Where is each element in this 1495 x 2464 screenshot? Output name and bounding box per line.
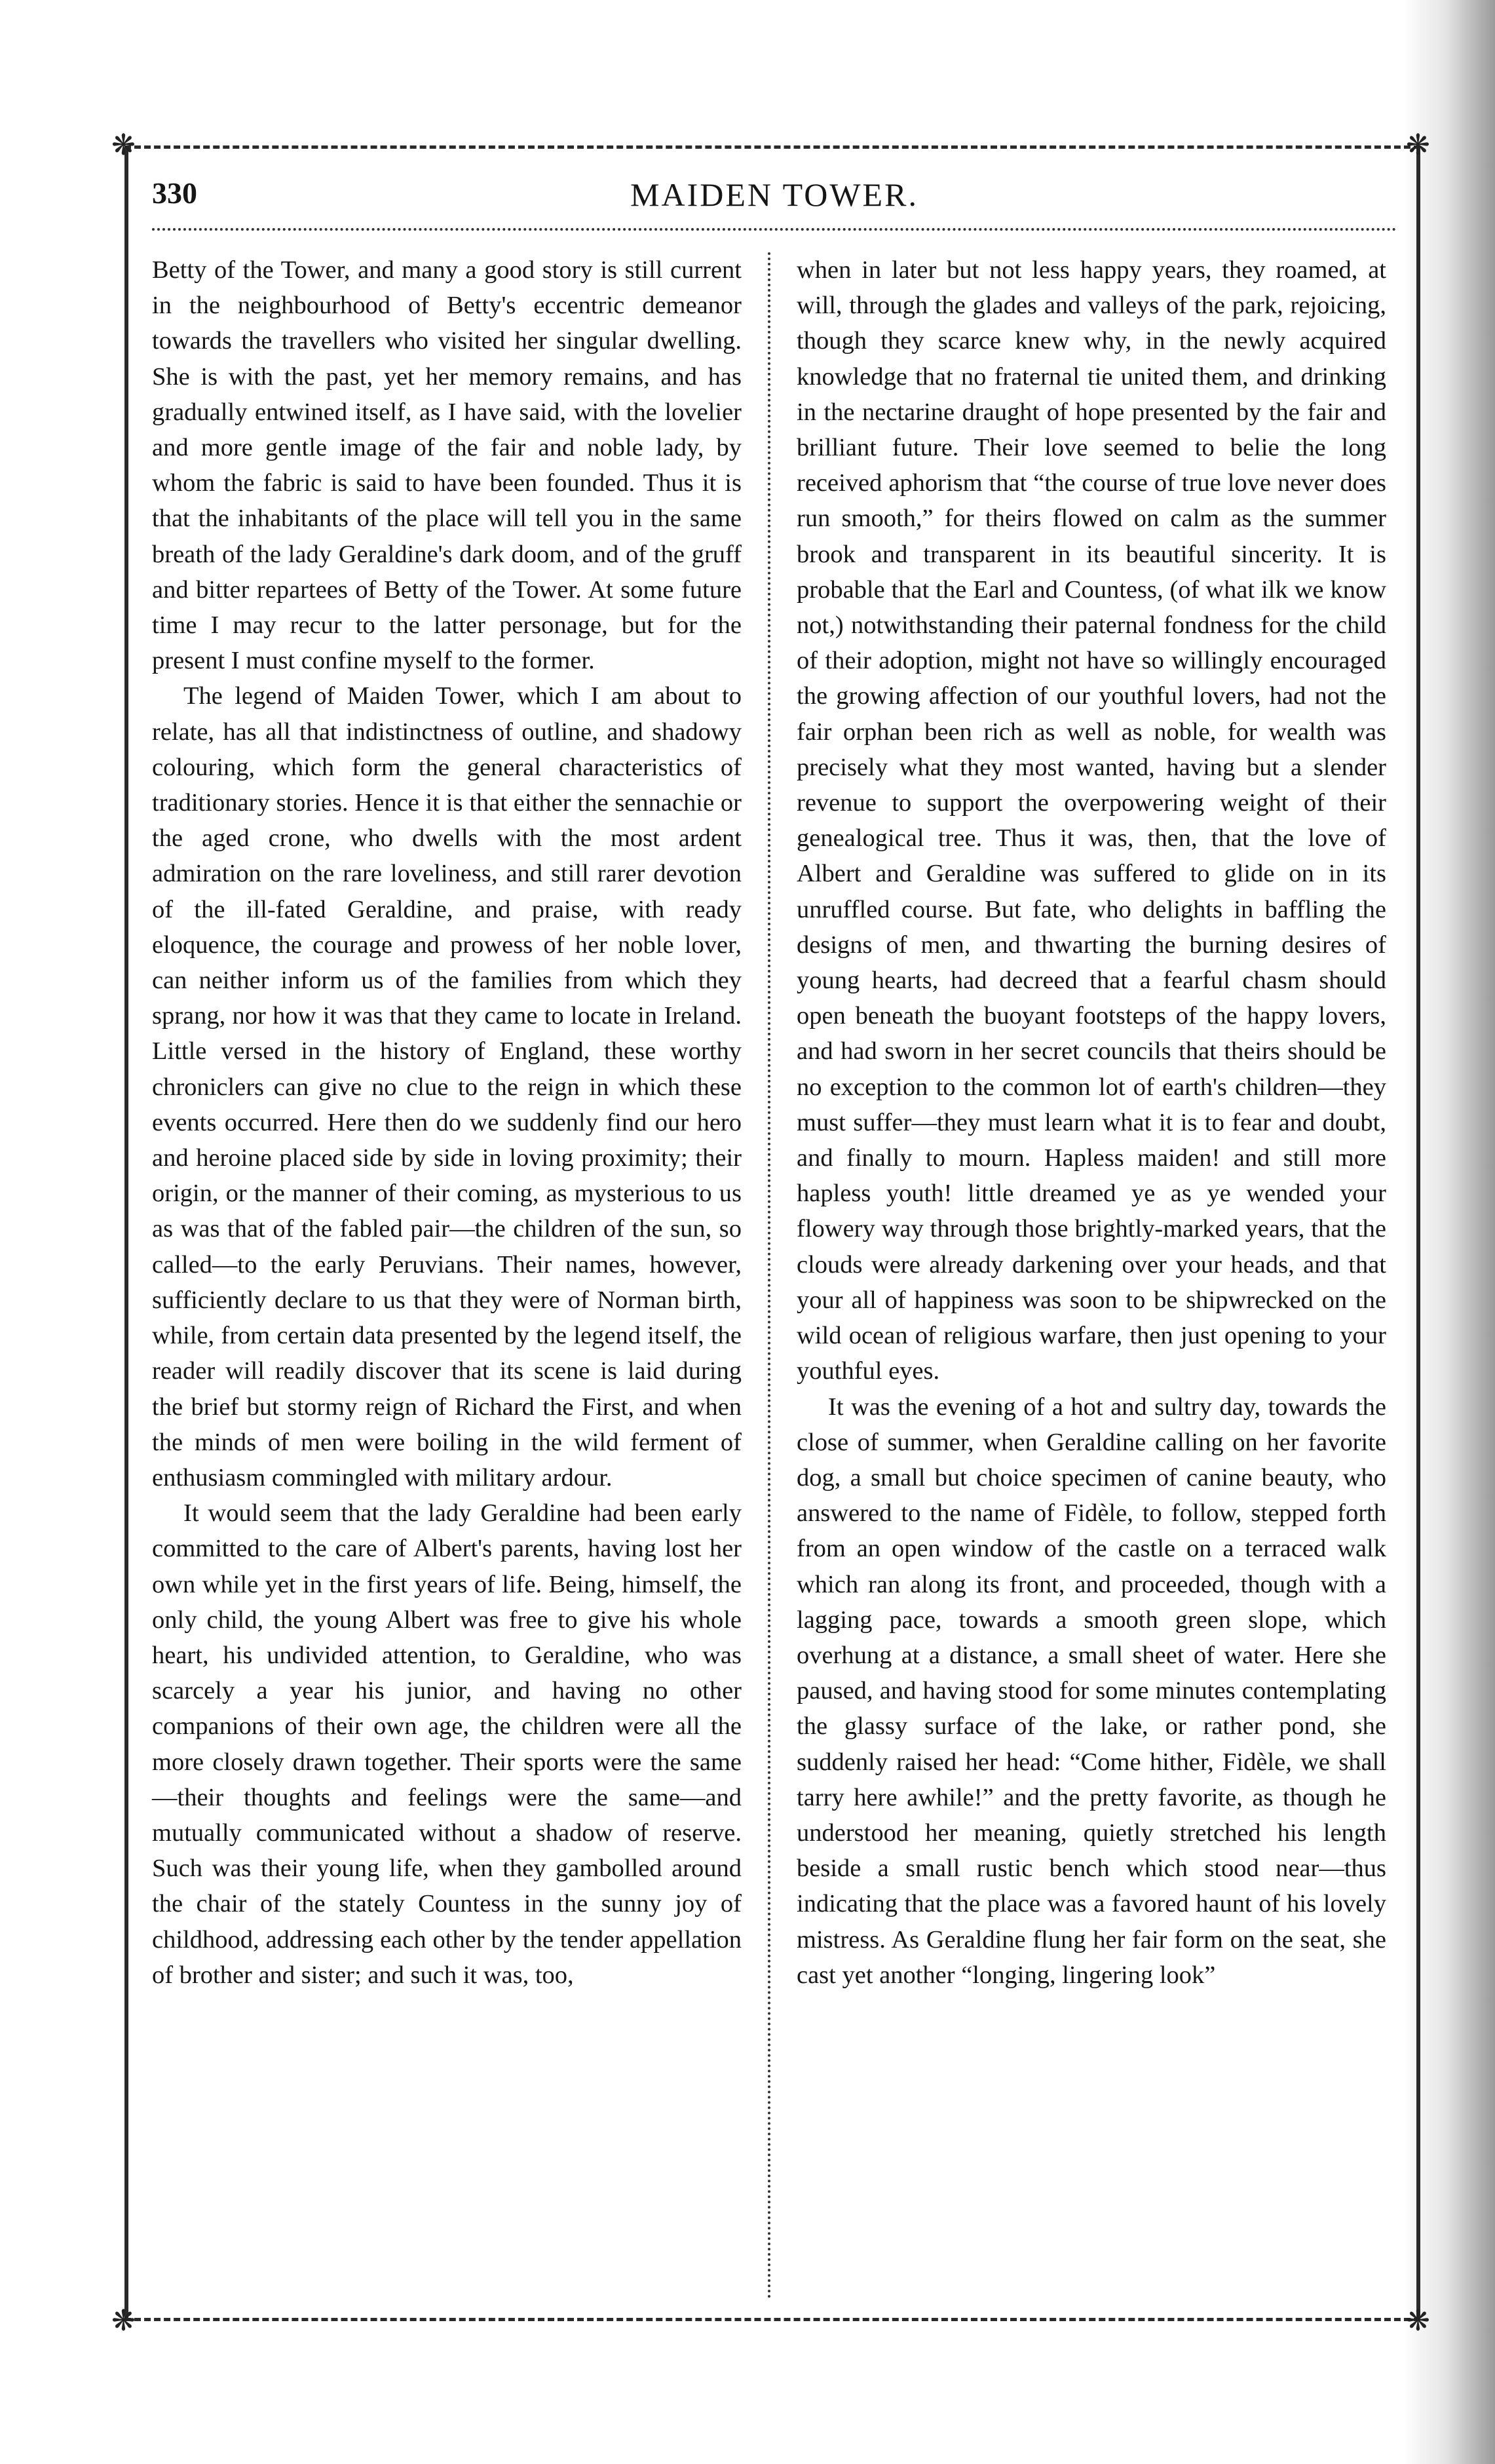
header-rule xyxy=(152,228,1397,231)
paragraph: when in later but not less happy years, they roamed, at will, through the glades and valleys of the park, rejoicing, though they scarce knew why, in the newly acquired knowledge that no fraternal tie united them, and drinking in the nectarine draught of hope presented by the fair and brilliant future. Their love seemed to belie the long received aphorism that “the course of true love never does run smooth,” for theirs flowed on calm as the summer brook and transparent in its beautiful sincerity. It is probable that the Earl and Countess, (of what ilk we know not,) notwithstanding their paternal fondness for the child of their adoption, might not have so willingly encouraged the growing affection of our youthful lovers, had not the fair orphan been rich as well as noble, for wealth was precisely what they most wanted, having but a slender revenue to support the overpowering weight of their genealogical tree. Thus it was, then, that the love of Albert and Geraldine was suffered to glide on in its unruffled course. But fate, who delights in baffling the designs of men, and thwarting the burning desires of young hearts, had decreed that a fearful chasm should open beneath the buoyant footsteps of the happy lovers, and had sworn in her secret councils that theirs should be no exception to the common lot of earth's children—they must suffer—they must learn what it is to fear and doubt, and finally to mourn. Hapless maiden! and still more hapless youth! little dreamed ye as ye wended your flowery way through those brightly-marked years, that the clouds were already darkening over your heads, and that your all of happiness was soon to be shipwrecked on the wild ocean of religious warfare, then just opening to your youthful eyes. xyxy=(797,256,1386,1385)
corner-ornament-bottom-left: ❋ xyxy=(111,2305,136,2337)
paragraph: It would seem that the lady Geraldine had been early committed to the care of Albert's parents, having lost her own while yet in the first years of life. Being, himself, the only child, the young Albert was free to give his whole heart, his undivided attention, to Geraldine, who was scarcely a year his junior, and having no other companions of their own age, the children were all the more closely drawn together. Their sports were the same—their thoughts and feelings were the same—and mutually communicated without a shadow of reserve. Such was their young life, when they gambolled around the chair of the stately Countess in the sunny joy of childhood, addressing each other by the tender appellation of brother and sister; and such it was, too, xyxy=(152,1499,742,1989)
paragraph: The legend of Maiden Tower, which I am about to relate, has all that indistinctness of outline, and shadowy colouring, which form the general characteristics of traditionary stories. Hence it is that either the sennachie or the aged crone, who dwells with the most ardent admiration on the rare loveliness, and still rarer devotion of the ill-fated Geraldine, and praise, with ready eloquence, the courage and prowess of her noble lover, can neither inform us of the families from which they sprang, nor how it was that they came to locate in Ireland. Little versed in the history of England, these worthy chroniclers can give no clue to the reign in which these events occurred. Here then do we suddenly find our hero and heroine placed side by side in loving proximity; their origin, or the manner of their coming, as mysterious to us as was that of the fabled pair—the children of the sun, so called—to the early Peruvians. Their names, however, sufficiently declare to us that they were of Norman birth, while, from certain data presented by the legend itself, the reader will readily discover that its scene is laid during the brief but stormy reign of Richard the First, and when the minds of men were boiling in the wild ferment of enthusiasm commingled with military ardour. xyxy=(152,682,742,1492)
page-number: 330 xyxy=(152,176,197,210)
page-header xyxy=(152,176,1397,221)
column-divider xyxy=(768,252,770,2300)
corner-ornament-bottom-right: ❋ xyxy=(1406,2305,1430,2337)
left-column xyxy=(152,252,742,1993)
paragraph: It was the evening of a hot and sultry day, towards the close of summer, when Geraldine calling on her favorite dog, a small but choice specimen of canine beauty, who answered to the name of Fidèle, to follow, stepped forth from an open window of the castle on a terraced walk which ran along its front, and proceeded, though with a lagging pace, towards a smooth green slope, which overhung at a distance, a small sheet of water. Here she paused, and having stood for some minutes contemplating the glassy surface of the lake, or rather pond, she suddenly raised her head: “Come hither, Fidèle, we shall tarry here awhile!” and the pretty favorite, as though he understood her meaning, quietly stretched his length beside a small rustic bench which stood near—thus indicating that the place was a favored haunt of his lovely mistress. As Geraldine flung her fair form on the seat, she cast yet another “longing, lingering look” xyxy=(797,1393,1386,1989)
right-column xyxy=(797,252,1386,1993)
running-title: MAIDEN TOWER. xyxy=(630,176,918,213)
corner-ornament-top-left: ❋ xyxy=(111,129,136,161)
paragraph: Betty of the Tower, and many a good story is still current in the neighbourhood of Betty's eccentric demeanor towards the travellers who visited her singular dwelling. She is with the past, yet her memory remains, and has gradually entwined itself, as I have said, with the lovelier and more gentle image of the fair and noble lady, by whom the fabric is said to have been founded. Thus it is that the inhabitants of the place will tell you in the same breath of the lady Geraldine's dark doom, and of the gruff and bitter repartees of Betty of the Tower. At some future time I may recur to the latter personage, but for the present I must confine myself to the former. xyxy=(152,256,742,675)
corner-ornament-top-right: ❋ xyxy=(1406,129,1430,161)
